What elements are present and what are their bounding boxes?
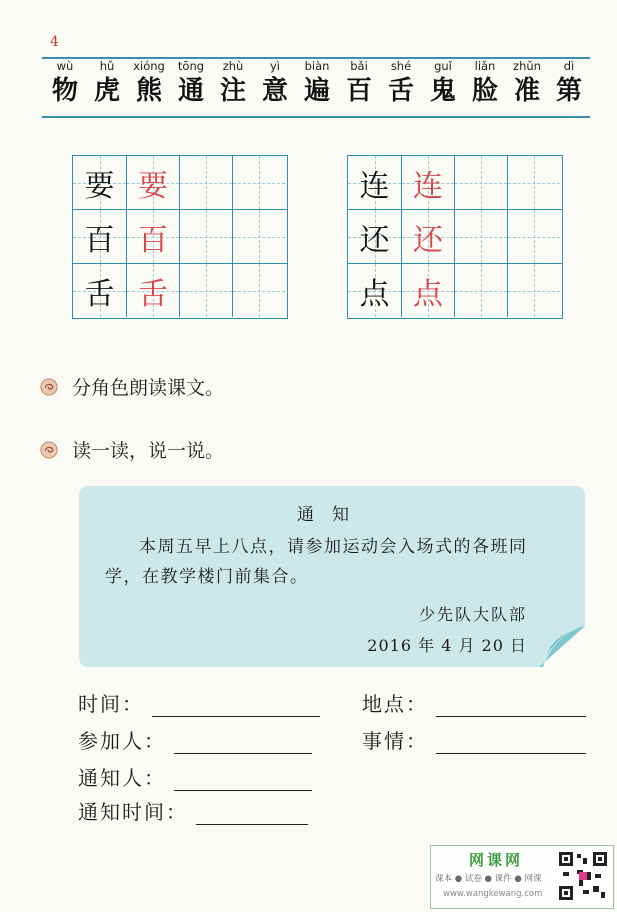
pinyin: dì [563, 59, 575, 73]
pinyin: bǎi [350, 59, 368, 73]
hanzi: 百 [345, 76, 372, 106]
vocab-item [422, 59, 464, 107]
hanzi: 舌 [387, 76, 414, 106]
blank-cell[interactable] [507, 156, 560, 209]
qr-code-icon [557, 850, 609, 902]
blank-cell[interactable] [454, 264, 507, 317]
vocab-item [338, 59, 380, 107]
notice-title: 通知 [297, 505, 367, 525]
grid-row [348, 263, 562, 317]
task-read-roles [40, 373, 224, 400]
field-label: 地点： [362, 692, 428, 716]
field-label: 事情： [362, 729, 428, 753]
hanzi: 遍 [303, 76, 330, 106]
blank-cell[interactable] [232, 210, 285, 263]
model-char: 还 [348, 210, 401, 263]
blank-cell[interactable] [179, 264, 232, 317]
hanzi: 物 [51, 76, 78, 106]
grid-row [348, 156, 562, 209]
grid-row [73, 209, 287, 263]
task-text: 分角色朗读课文。 [72, 377, 225, 399]
vocab-item [212, 59, 254, 107]
trace-char: 百 [126, 210, 179, 263]
watermark-title: 网课网 [469, 851, 524, 869]
pinyin: wù [56, 59, 74, 73]
vocab-item [296, 59, 338, 107]
field-label: 通知时间： [78, 800, 188, 824]
field-place [362, 688, 586, 717]
time-input-line[interactable] [152, 696, 320, 717]
watermark-badge[interactable] [430, 845, 614, 909]
hanzi: 意 [261, 76, 288, 106]
swirl-bullet-icon [40, 441, 58, 459]
pinyin: yì [269, 59, 280, 73]
blank-cell[interactable] [507, 210, 560, 263]
vocab-row [44, 59, 590, 107]
field-time [78, 688, 320, 717]
field-participants [78, 725, 312, 754]
notice-signature: 少先队大队部 [418, 605, 527, 624]
pinyin: hǔ [99, 59, 115, 73]
writing-grid-right [347, 155, 563, 319]
trace-char: 舌 [126, 264, 179, 317]
header-bottom-line [42, 116, 590, 118]
watermark-url[interactable]: www.wangkewang.com [443, 889, 543, 899]
matter-input-line[interactable] [436, 733, 586, 754]
hanzi: 虎 [93, 76, 120, 106]
model-char: 百 [73, 210, 126, 263]
model-char: 要 [73, 156, 126, 209]
model-char: 舌 [73, 264, 126, 317]
pinyin: zhù [222, 59, 244, 73]
field-matter [362, 725, 586, 754]
field-notify-time [78, 796, 308, 825]
grid-row [73, 156, 287, 209]
task-text: 读一读，说一说。 [72, 440, 225, 462]
blank-cell[interactable] [232, 156, 285, 209]
writing-grid-left [72, 155, 288, 319]
vocab-item [548, 59, 590, 107]
vocab-item [128, 59, 170, 107]
vocab-item [44, 59, 86, 107]
hanzi: 第 [555, 76, 582, 106]
task-read-say [40, 436, 224, 463]
vocab-item [170, 59, 212, 107]
blank-cell[interactable] [232, 264, 285, 317]
model-char: 点 [348, 264, 401, 317]
pinyin: xióng [133, 59, 165, 73]
hanzi: 注 [219, 76, 246, 106]
field-label: 通知人： [78, 766, 166, 790]
trace-char: 还 [401, 210, 454, 263]
blank-cell[interactable] [454, 210, 507, 263]
swirl-bullet-icon [40, 378, 58, 396]
blank-cell[interactable] [179, 156, 232, 209]
place-input-line[interactable] [436, 696, 586, 717]
vocab-item [506, 59, 548, 107]
notice-card [77, 484, 587, 669]
grid-row [348, 209, 562, 263]
pinyin: tōng [177, 59, 205, 73]
hanzi: 熊 [135, 76, 162, 106]
blank-cell[interactable] [179, 210, 232, 263]
grid-row [73, 263, 287, 317]
pinyin: shé [390, 59, 412, 73]
field-notifier [78, 762, 312, 791]
hanzi: 脸 [471, 76, 498, 106]
pinyin: guǐ [434, 59, 452, 73]
blank-cell[interactable] [454, 156, 507, 209]
hanzi: 通 [177, 76, 204, 106]
notifier-input-line[interactable] [174, 770, 312, 791]
trace-char: 连 [401, 156, 454, 209]
trace-char: 要 [126, 156, 179, 209]
field-label: 参加人： [78, 729, 166, 753]
trace-char: 点 [401, 264, 454, 317]
notice-date: 2016 年 4 月 20 日 [367, 636, 527, 655]
pinyin: biàn [304, 59, 330, 73]
pinyin: liǎn [474, 59, 496, 73]
notify-time-input-line[interactable] [196, 804, 308, 825]
vocab-item [254, 59, 296, 107]
watermark-tags: 课本 ● 试卷 ● 课件 ● 网课 [435, 874, 542, 884]
model-char: 连 [348, 156, 401, 209]
notice-body: 本周五早上八点，请参加运动会入场式的各班同学，在教学楼门前集合。 [105, 537, 528, 587]
vocab-item [380, 59, 422, 107]
pinyin: zhǔn [513, 59, 541, 73]
vocab-item [464, 59, 506, 107]
hanzi: 鬼 [429, 76, 456, 106]
corner-mark: 4 [50, 34, 59, 50]
vocab-item [86, 59, 128, 107]
hanzi: 准 [513, 76, 540, 106]
participants-input-line[interactable] [174, 733, 312, 754]
field-label: 时间： [78, 692, 144, 716]
blank-cell[interactable] [507, 264, 560, 317]
